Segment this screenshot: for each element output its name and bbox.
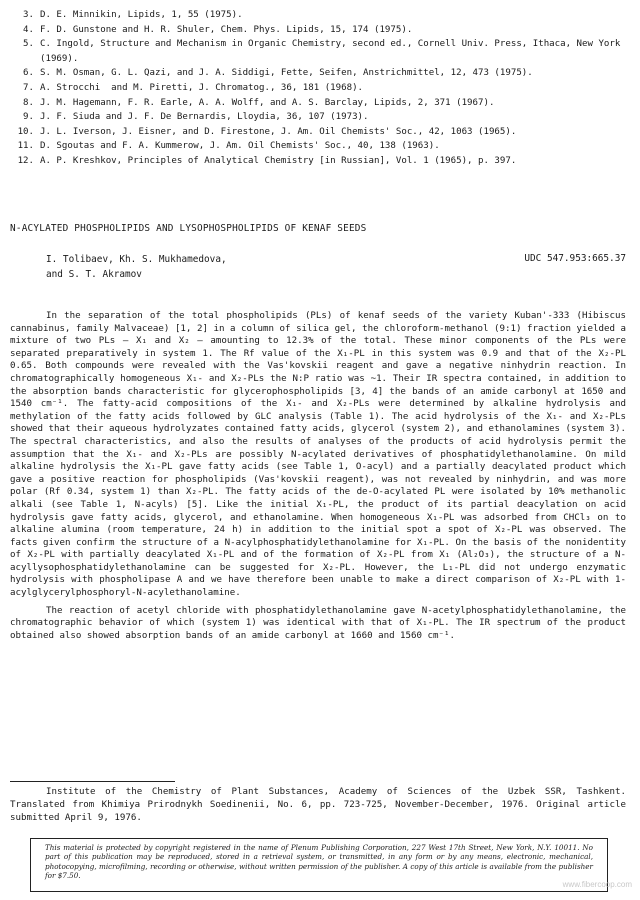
reference-item: 9. J. F. Siuda and J. F. De Bernardis, Lloydia, 36, 107 (1973). [23,112,369,123]
reference-item: 6. S. M. Osman, G. L. Qazi, and J. A. Siddigi, Fette, Seifen, Anstrichmittel, 12, 473 (1975). [23,68,533,79]
body-paragraph: The reaction of acetyl chloride with phosphatidylethanolamine gave N-acetylphosphatidylethanolamine, the chromatographic behavior of which (system 1) was identical with that of X₁-PL. The IR spectrum of the product obtained also showed absorption bands of an amide carbonyl at 1660 and 1560 cm⁻¹. [10,605,626,641]
reference-item: 10. J. L. Iverson, J. Eisner, and D. Firestone, J. Am. Oil Chemists' Soc., 42, 1063 (1965). [17,126,517,137]
reference-item: 8. J. M. Hagemann, F. R. Earle, A. A. Wolff, and A. S. Barclay, Lipids, 2, 371 (1967). [23,97,495,108]
copyright-text: This material is protected by copyright registered in the name of Plenum Publishing Corporation, 227 West 17th Street, New York, N.Y. 10011. No part of this publication may be reproduced, stored in a retrieval system, or transmitted, in any form or by any means, electronic, mechanical, photocopying, microfilming, recording or otherwise, without written permission of the publisher. A copy of this article is available from the publisher for $7.50. [45,843,593,880]
reference-item: 11. D. Sgoutas and F. A. Kummerow, J. Am. Oil Chemists' Soc., 40, 138 (1963). [17,141,440,152]
copyright-notice-box [30,838,608,892]
reference-list [6,8,632,169]
article-authors [46,253,227,283]
article-body [10,310,626,642]
udc-code: UDC 547.953:665.37 [524,253,626,264]
affiliation-footnote: Institute of the Chemistry of Plant Substances, Academy of Sciences of the Uzbek SSR, Tashkent. Translated from Khimiya Prirodnykh Soedinenii, No. 6, pp. 723-725, November-December, 1976. Original article submitted April 9, 1976. [10,787,626,823]
reference-item: 7. A. Strocchi and M. Piretti, J. Chromatog., 36, 181 (1968). [23,82,364,93]
authors-line: I. Tolibaev, Kh. S. Mukhamedova, [46,254,227,265]
reference-item: 12. A. P. Kreshkov, Principles of Analytical Chemistry [in Russian], Vol. 1 (1965), p. 397. [17,155,517,166]
body-paragraph: In the separation of the total phospholipids (PLs) of kenaf seeds of the variety Kuban'-333 (Hibiscus cannabinus, family Malvaceae) [1, 2] in a column of silica gel, the chloroform-methanol (9:1) fraction yielded a mixture of two PLs — X₁ and X₂ — amounting to 12.3% of the total. These minor components of the PLs were separated preparatively in system 1. The Rf value of the X₁-PL in this system was 0.9 and that of the X₂-PL 0.65. Both compounds were revealed with the Vas'kovskii reagent and gave a negative ninhydrin reaction. In chromatographically homogeneous X₁- and X₂-PLs the N:P ratio was ~1. Their IR spectra contained, in addition to the absorption bands characteristic for glycerophospholipids [3, 4] the bands of an amide carbonyl at 1650 and 1540 cm⁻¹. The fatty-acid compositions of the X₁- and X₂-PLs were determined by alkaline hydrolysis and methylation of the fatty acids followed by GLC analysis (Table 1). The acid hydrolysis of the X₁- and X₂-PLs showed that their aqueous hydrolyzates contained fatty acids, glycerol (system 2), and ethanolamines (system 3). The spectral characteristics, and also the results of analyses of the products of acid hydrolysis permit the assumption that the X₁- and X₂-PLs are possibly N-acylated derivatives of phosphatidylethanolamine. On mild alkaline hydrolysis the X₁-PL gave fatty acids (see Table 1, O-acyl) and a partially deacylated product which gave a positive reaction for phospholipids (Vas'kovskii reagent), was not revealed by ninhydrin, and was more polar (Rf 0.34, system 1) than X₂-PL. The fatty acids of the de-O-acylated PL were isolated by 10% methanolic alkali (see Table 1, N-acyls) [5]. Like the initial X₁-PL, the product of its partial deacylation on acid hydrolysis gave fatty acids, glycerol, and ethanolamine. When homogeneous X₁-PL was adsorbed from CHCl₃ on to alkaline alumina (room temperature, 24 h) in addition to the initial spot a spot of X₂-PL was observed. The facts given confirm the structure of a N-acylphosphatidylethanolamine for X₁-PL. On the basis of the nonidentity of X₂-PL with partially deacylated X₁-PL and of the formation of X₂-PL from X₁ (Al₂O₃), the structure of a N-acyllysophosphatidylethanolamine can be suggested for X₂-PL. However, the L₁-PL did not undergo enzymatic hydrolysis with phospholipase A and we have therefore been unable to make a direct comparison of X₂-PL with 1-acylglycerylphosphoryl-N-acylethanolamine. [10,311,626,599]
article-title: N-ACYLATED PHOSPHOLIPIDS AND LYSOPHOSPHOLIPIDS OF KENAF SEEDS [10,223,367,234]
authors-line: and S. T. Akramov [46,268,142,280]
reference-item: 3. D. E. Minnikin, Lipids, 1, 55 (1975). [23,10,243,20]
site-watermark: www.fibercoop.com [562,880,632,889]
reference-item: 4. F. D. Gunstone and H. R. Shuler, Chem. Phys. Lipids, 15, 174 (1975). [23,24,413,35]
reference-item: 5. C. Ingold, Structure and Mechanism in Organic Chemistry, second ed., Cornell Univ. Press, Ithaca, New York (1969). [23,39,626,64]
footnote-divider [10,781,175,782]
